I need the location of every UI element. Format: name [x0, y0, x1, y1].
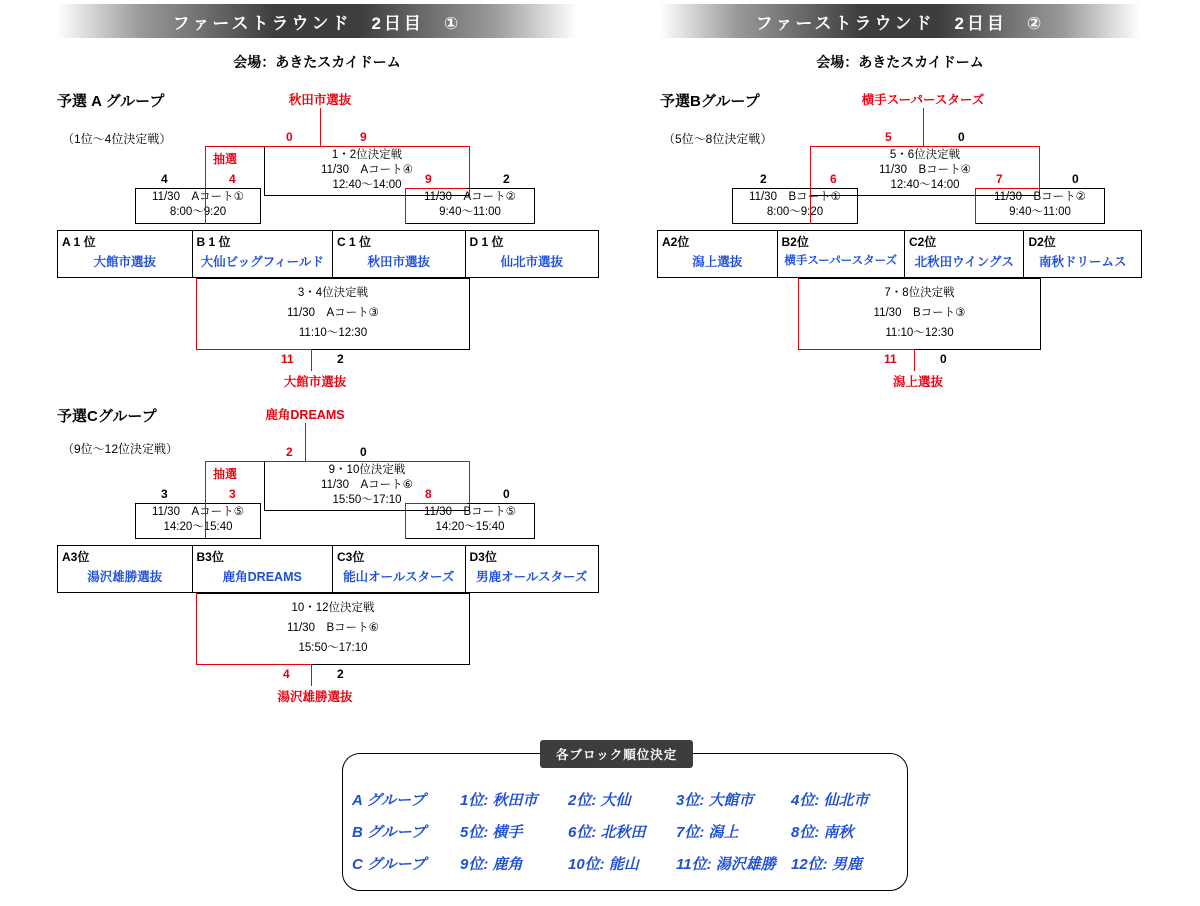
block-a-draw-label: 抽選	[210, 150, 240, 167]
team-rank: D2位	[1028, 235, 1056, 249]
block-b-third-line2: 11/30 Bコート③	[873, 307, 966, 319]
team-cell	[333, 546, 466, 592]
block-b-final-score-right: 0	[958, 130, 965, 144]
team-cell	[466, 546, 599, 592]
block-b-winner: 横手スーパースターズ	[861, 93, 985, 107]
block-c-third-red-left	[196, 593, 197, 665]
standings-entry: 4位: 仙北市	[791, 791, 869, 809]
block-b-third-red-bottom	[798, 349, 915, 350]
team-name: 能山オールスターズ	[343, 570, 455, 584]
block-a-third-line3: 11:10～12:30	[298, 327, 368, 339]
block-b-final-line1: 5・6位決定戦	[889, 149, 961, 161]
team-cell	[193, 546, 333, 592]
banner-left	[57, 4, 577, 38]
block-b-third-line1: 7・8位決定戦	[884, 287, 955, 299]
team-cell	[1024, 231, 1141, 277]
team-cell	[193, 231, 333, 277]
team-name: 男鹿オールスターズ	[476, 570, 588, 584]
block-c-winner-stem	[305, 423, 306, 461]
team-cell	[778, 231, 905, 277]
block-a-semi-right-score1: 9	[425, 172, 432, 186]
team-cell	[466, 231, 599, 277]
block-b-third-red-stem	[914, 349, 915, 371]
block-b-third-score-left: 11	[884, 352, 897, 366]
block-b-third-winner: 潟上選抜	[892, 375, 943, 389]
block-c-final-score-left: 2	[286, 445, 293, 459]
banner-right	[660, 4, 1140, 38]
block-c-third-box	[196, 593, 470, 665]
block-b-final-score-left: 5	[885, 130, 892, 144]
block-b-third-line3: 11:10～12:30	[885, 327, 954, 339]
team-name: 大館市選抜	[93, 255, 156, 269]
block-a-semi-right-box	[405, 188, 535, 224]
block-c-draw-label: 抽選	[210, 465, 240, 482]
team-name: 秋田市選抜	[367, 255, 430, 269]
group-sub-c: （9位～12位決定戦）	[62, 442, 179, 456]
block-b-third-red-left	[798, 278, 799, 350]
group-title-c: 予選Cグループ	[57, 408, 157, 425]
block-a-third-winner: 大館市選抜	[283, 375, 347, 389]
block-c-semi-left-line2: 14:20～15:40	[163, 521, 233, 533]
block-a-semi-left-score2: 4	[229, 172, 236, 186]
block-b-final-red-top	[810, 146, 1040, 147]
block-b-final-line2: 11/30 Bコート④	[879, 164, 971, 176]
standings-entry: 10位: 能山	[568, 855, 639, 873]
block-a-final-line2: 11/30 Aコート④	[321, 164, 413, 176]
group-title-b: 予選Bグループ	[660, 93, 760, 110]
block-b-semi-left-score2: 6	[830, 172, 837, 186]
standings-row	[352, 815, 898, 847]
block-a-team-row	[57, 230, 599, 278]
block-c-semi-right-red	[405, 503, 406, 539]
standings-row	[352, 847, 898, 879]
block-b-semi-left-score1: 2	[760, 172, 767, 186]
block-a-final-red-top	[205, 146, 470, 147]
standings-group: A グループ	[352, 791, 426, 809]
team-name: 潟上選抜	[692, 255, 743, 269]
team-name: 湯沢雄勝選抜	[87, 570, 163, 584]
block-c-final-red-top	[205, 461, 470, 462]
block-b-third-score-right: 0	[940, 352, 947, 366]
team-rank: B 1 位	[196, 235, 231, 249]
block-c-semi-left-score2: 3	[229, 487, 236, 501]
team-rank: A2位	[662, 235, 690, 249]
block-a-semi-right-line2: 9:40～11:00	[439, 206, 501, 218]
block-b-semi-right-line2: 9:40～11:00	[1009, 206, 1071, 218]
block-a-third-red-stem	[311, 349, 312, 371]
block-c-semi-left-score1: 3	[161, 487, 168, 501]
standings-entry: 8位: 南秋	[791, 823, 854, 841]
block-c-third-red-bottom	[196, 664, 312, 665]
block-c-third-winner: 湯沢雄勝選抜	[277, 690, 353, 704]
block-a-semi-left-score1: 4	[161, 172, 168, 186]
team-name: 大仙ビッグフィールド	[200, 255, 324, 269]
group-sub-b: （5位～8位決定戦）	[663, 132, 773, 146]
block-c-final-line3: 15:50～17:10	[332, 494, 402, 506]
block-a-third-line2: 11/30 Aコート③	[287, 307, 379, 319]
block-a-semi-left-line1: 11/30 Aコート①	[152, 191, 244, 203]
team-rank: B3位	[196, 550, 224, 564]
block-b-semi-right-red-top	[975, 188, 1040, 189]
block-a-semi-right-red-top	[405, 188, 467, 189]
standings-panel-title: 各ブロック順位決定	[540, 740, 693, 768]
team-cell	[58, 231, 193, 277]
venue-left: 会場：あきたスカイドーム	[233, 54, 401, 70]
block-a-final-score-left: 0	[286, 130, 293, 144]
block-b-semi-right-red	[975, 188, 976, 224]
block-b-semi-right-line1: 11/30 Bコート②	[994, 191, 1086, 203]
standings-group: B グループ	[352, 823, 426, 841]
team-name: 南秋ドリームス	[1038, 255, 1127, 269]
block-b-semi-right-score2: 0	[1072, 172, 1079, 186]
block-b-semi-left-line1: 11/30 Bコート①	[749, 191, 841, 203]
standings-entry: 9位: 鹿角	[460, 855, 523, 873]
block-b-semi-left-box	[732, 188, 858, 224]
block-c-semi-left-red	[205, 503, 206, 539]
standings-entry: 2位: 大仙	[568, 791, 631, 809]
block-c-semi-left-box	[135, 503, 261, 539]
block-a-winner: 秋田市選抜	[288, 93, 352, 107]
block-a-semi-right-red	[405, 188, 406, 224]
block-a-third-score-left: 11	[281, 352, 294, 366]
block-c-final-line2: 11/30 Aコート⑥	[321, 479, 413, 491]
block-a-third-line1: 3・4位決定戦	[297, 287, 369, 299]
group-sub-a: （1位～4位決定戦）	[62, 132, 172, 146]
block-c-team-row	[57, 545, 599, 593]
team-rank: C2位	[908, 235, 937, 249]
team-rank: A3位	[62, 550, 90, 564]
banner-left-text: ファーストラウンド 2日目 ①	[172, 13, 462, 33]
block-b-winner-stem	[923, 108, 924, 146]
team-name: 鹿角DREAMS	[222, 570, 302, 584]
block-a-third-box	[196, 278, 470, 350]
standings-entry: 1位: 秋田市	[460, 791, 538, 809]
team-rank: C3位	[336, 550, 365, 564]
team-rank: D 1 位	[469, 235, 504, 249]
standings-entry: 12位: 男鹿	[791, 855, 862, 873]
block-c-final-line1: 9・10位決定戦	[328, 464, 406, 476]
block-b-team-row	[657, 230, 1142, 278]
block-c-third-score-right: 2	[337, 667, 344, 681]
block-c-semi-right-red-top	[405, 503, 467, 504]
block-a-third-red-left	[196, 278, 197, 350]
block-a-final-score-right: 9	[360, 130, 367, 144]
team-rank: D3位	[469, 550, 497, 564]
block-c-semi-right-score2: 0	[503, 487, 510, 501]
banner-right-text: ファーストラウンド 2日目 ②	[755, 13, 1045, 33]
team-cell	[905, 231, 1025, 277]
block-c-third-line3: 15:50～17:10	[298, 642, 368, 654]
block-a-semi-left-red	[205, 188, 206, 224]
block-a-final-line1: 1・2位決定戦	[331, 149, 403, 161]
block-a-third-score-right: 2	[337, 352, 344, 366]
team-cell	[333, 231, 466, 277]
standings-group: C グループ	[352, 855, 426, 873]
team-cell	[658, 231, 778, 277]
block-b-semi-left-line2: 8:00～9:20	[766, 206, 824, 218]
block-c-third-line2: 11/30 Bコート⑥	[287, 622, 379, 634]
standings-row	[352, 783, 898, 815]
standings-entry: 5位: 横手	[460, 823, 523, 841]
standings-entry: 3位: 大館市	[676, 791, 754, 809]
block-c-final-score-right: 0	[360, 445, 367, 459]
standings-entry: 11位: 湯沢雄勝	[676, 855, 776, 873]
team-name: 北秋田ウイングス	[914, 255, 1014, 269]
block-c-third-line1: 10・12位決定戦	[291, 602, 375, 614]
block-b-semi-right-box	[975, 188, 1105, 224]
block-c-semi-left-line1: 11/30 Aコート⑤	[152, 506, 244, 518]
block-c-winner: 鹿角DREAMS	[265, 408, 345, 422]
block-b-final-line3: 12:40～14:00	[890, 179, 960, 191]
block-a-winner-stem	[320, 108, 321, 146]
block-a-semi-left-box	[135, 188, 261, 224]
block-a-final-line3: 12:40～14:00	[332, 179, 402, 191]
team-name: 横手スーパースターズ	[784, 255, 898, 267]
block-a-semi-left-line2: 8:00～9:20	[169, 206, 227, 218]
standings-entry: 7位: 潟上	[676, 823, 739, 841]
team-cell	[58, 546, 193, 592]
block-a-semi-right-line1: 11/30 Aコート②	[424, 191, 516, 203]
block-c-third-score-left: 4	[283, 667, 290, 681]
block-a-third-red-bottom	[196, 349, 312, 350]
block-c-semi-right-box	[405, 503, 535, 539]
standings-rows	[352, 783, 898, 879]
team-rank: A 1 位	[62, 235, 96, 249]
block-b-semi-right-score1: 7	[996, 172, 1003, 186]
team-rank: C 1 位	[336, 235, 371, 249]
block-c-semi-right-line2: 14:20～15:40	[435, 521, 505, 533]
block-c-semi-right-score1: 8	[425, 487, 432, 501]
group-title-a: 予選 A グループ	[57, 93, 165, 110]
block-b-third-box	[798, 278, 1041, 350]
block-c-third-red-stem	[311, 664, 312, 686]
block-b-semi-left-red	[810, 188, 811, 224]
venue-right: 会場：あきたスカイドーム	[816, 54, 984, 70]
block-c-semi-right-line1: 11/30 Bコート⑤	[424, 506, 516, 518]
team-rank: B2位	[781, 235, 809, 249]
standings-entry: 6位: 北秋田	[568, 823, 646, 841]
block-a-semi-right-score2: 2	[503, 172, 510, 186]
team-name: 仙北市選抜	[500, 255, 563, 269]
